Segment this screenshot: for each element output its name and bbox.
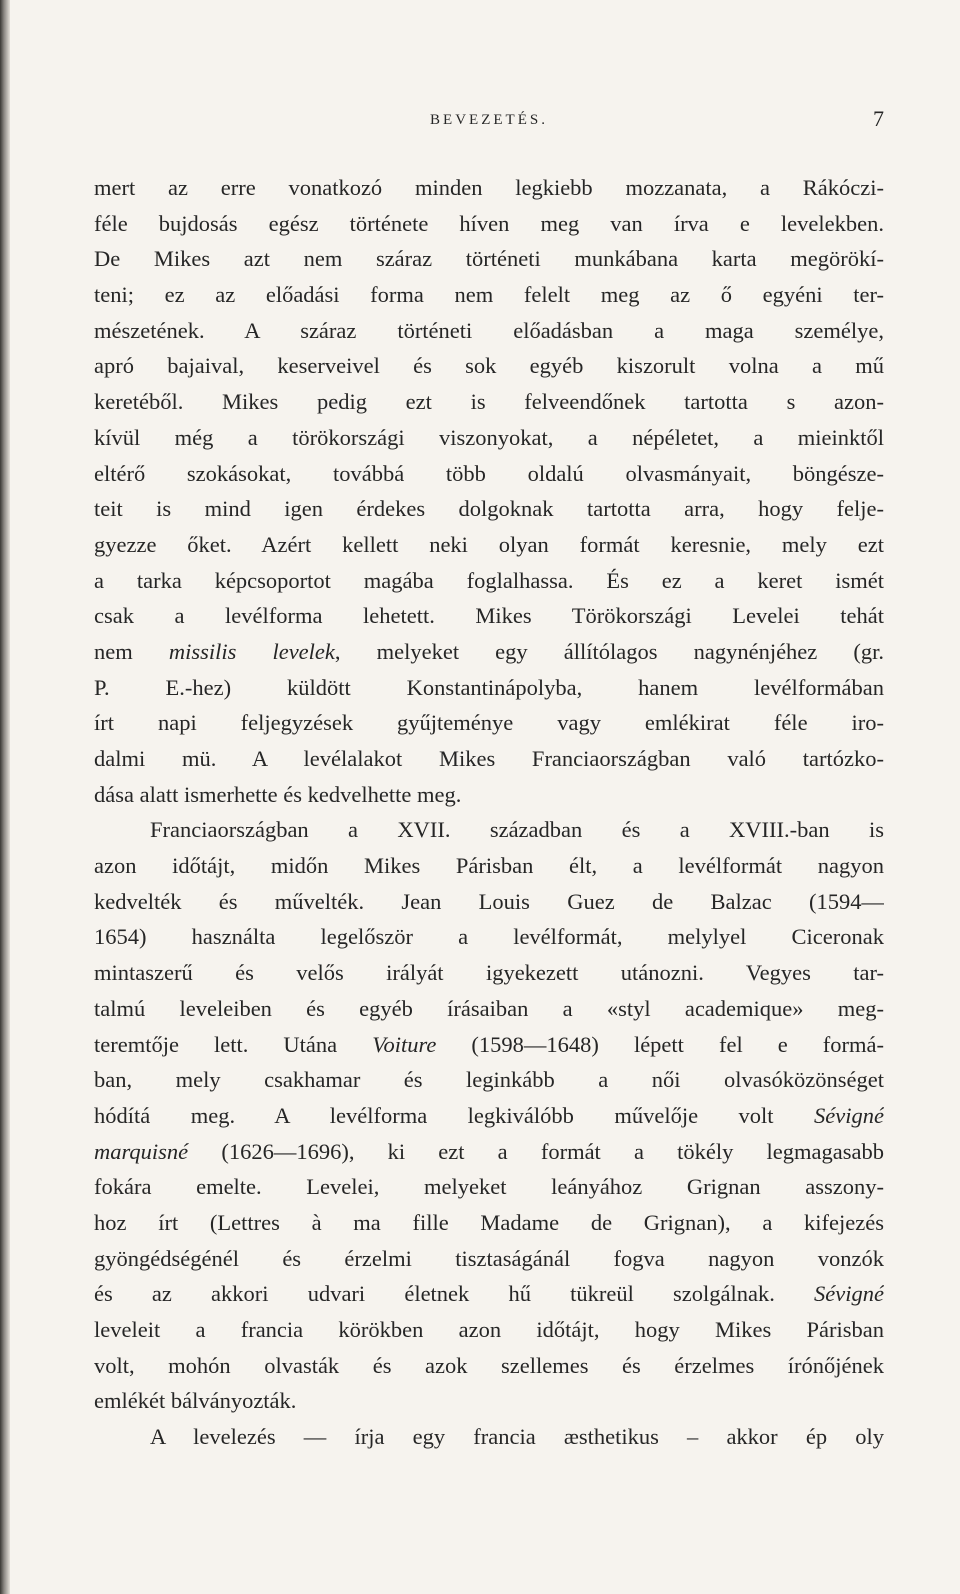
text-line: kívül még a törökországi viszonyokat, a népéletet, a mieinktől bbox=[94, 424, 884, 450]
text-line: mert az erre vonatkozó minden legkiebb mozzanata, a Rákóczi- bbox=[94, 175, 884, 200]
running-header-title: BEVEZETÉS. bbox=[430, 112, 548, 128]
page-number: 7 bbox=[873, 106, 884, 131]
text-line: kedvelték és művelték. Jean Louis Guez de Balzac (1594— bbox=[94, 888, 884, 914]
text-line: gyezze őket. Azért kellett neki olyan formát keresnie, mely ezt bbox=[94, 531, 884, 557]
text-line: mészetének. A száraz történeti előadásban a maga személye, bbox=[94, 317, 884, 343]
text-line: Franciaországban a XVII. században és a XVIII.-ban is bbox=[150, 817, 884, 843]
text-line: mintaszerű és velős irályát igyekezett utánozni. Vegyes tar- bbox=[94, 960, 884, 986]
text-line: nem missilis levelek, melyeket egy állítólagos nagynénjéhez (gr. bbox=[94, 638, 884, 664]
text-line: De Mikes azt nem száraz történeti munkábana karta megörökí- bbox=[94, 246, 884, 272]
text-line: írt napi feljegyzések gyűjteménye vagy emlékirat féle iro- bbox=[94, 710, 884, 736]
text-line: leveleit a francia körökben azon időtájt, hogy Mikes Párisban bbox=[94, 1317, 884, 1342]
text-line: a tarka képcsoportot magába foglalhassa. És ez a keret ismét bbox=[94, 567, 884, 593]
text-line: teni; ez az előadási forma nem felelt meg az ő egyéni ter- bbox=[94, 282, 884, 308]
text-line: keretéből. Mikes pedig ezt is felveendőnek tartotta s azon- bbox=[94, 389, 884, 415]
body-text bbox=[94, 170, 884, 1455]
text-line: teit is mind igen érdekes dolgoknak tartotta arra, hogy felje- bbox=[94, 496, 884, 522]
text-line: hódítá meg. A levélforma legkiválóbb művelője volt Sévigné bbox=[94, 1102, 884, 1128]
running-header bbox=[94, 106, 884, 136]
text-line: fokára emelte. Levelei, melyeket leányához Grignan asszony- bbox=[94, 1174, 884, 1200]
text-line: ban, mely csakhamar és leginkább a női olvasóközönséget bbox=[94, 1067, 884, 1093]
text-line: dása alatt ismerhette és kedvelhette meg. bbox=[94, 781, 462, 807]
text-line: eltérő szokásokat, továbbá több oldalú olvasmányait, böngésze- bbox=[94, 460, 884, 486]
text-line: P. E.-hez) küldött Konstantinápolyba, hanem levélformában bbox=[94, 674, 884, 700]
text-line: 1654) használta legelőször a levélformát, melylyel Ciceronak bbox=[94, 924, 884, 950]
text-line: dalmi mü. A levélalakot Mikes Franciaországban való tartózko- bbox=[94, 746, 884, 771]
text-line: marquisné (1626—1696), ki ezt a formát a tökély legmagasabb bbox=[94, 1138, 884, 1164]
text-line: és az akkori udvari életnek hű tükreül szolgálnak. Sévigné bbox=[94, 1281, 884, 1307]
text-line: féle bujdosás egész története híven meg van írva e levelekben. bbox=[94, 210, 884, 236]
text-line: gyöngédségénél és érzelmi tisztaságánál fogva nagyon vonzók bbox=[94, 1245, 884, 1271]
text-line: csak a levélforma lehetett. Mikes Törökországi Levelei tehát bbox=[94, 603, 884, 629]
text-line: teremtője lett. Utána Voiture (1598—1648) lépett fel e formá- bbox=[94, 1031, 884, 1057]
page-binding-edge bbox=[0, 0, 10, 1594]
text-line: emlékét bálványozták. bbox=[94, 1388, 297, 1414]
text-line: azon időtájt, midőn Mikes Párisban élt, a levélformát nagyon bbox=[94, 853, 884, 879]
text-line: hoz írt (Lettres à ma fille Madame de Grignan), a kifejezés bbox=[94, 1209, 884, 1235]
text-line: apró bajaival, keserveivel és sok egyéb kiszorult volna a mű bbox=[94, 353, 884, 379]
text-line: talmú leveleiben és egyéb írásaiban a «styl academique» meg- bbox=[94, 995, 884, 1021]
text-line: volt, mohón olvasták és azok szellemes és érzelmes írónőjének bbox=[94, 1352, 884, 1378]
text-line: A levelezés — írja egy francia æsthetikus – akkor ép oly bbox=[150, 1424, 884, 1450]
